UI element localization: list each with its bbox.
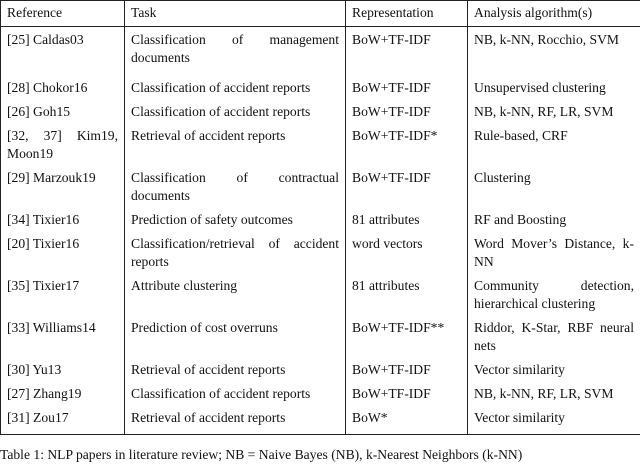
header-task: Task — [125, 1, 346, 27]
cell-reference: [28] Chokor16 — [1, 75, 125, 99]
table-row — [1, 405, 640, 435]
table-row — [1, 381, 640, 405]
cell-representation: word vectors — [346, 231, 468, 273]
table-row — [1, 357, 640, 381]
cell-task: Classification of accident reports — [125, 381, 346, 405]
cell-representation: BoW+TF-IDF — [346, 99, 468, 123]
cell-reference: [33] Williams14 — [1, 315, 125, 357]
cell-algorithm: NB, k-NN, Rocchio, SVM — [468, 27, 640, 75]
cell-task: Classification of accident reports — [125, 99, 346, 123]
table-row — [1, 123, 640, 165]
cell-reference: [30] Yu13 — [1, 357, 125, 381]
table-caption: Table 1: NLP papers in literature review; NB = Naive Bayes (NB), k-Nearest Neighbors (k-NN) — [0, 446, 640, 464]
cell-algorithm: Rule-based, CRF — [468, 123, 640, 165]
cell-representation: BoW+TF-IDF — [346, 357, 468, 381]
cell-representation: BoW+TF-IDF — [346, 27, 468, 75]
cell-algorithm: RF and Boosting — [468, 207, 640, 231]
cell-representation: 81 attributes — [346, 273, 468, 315]
header-row — [1, 1, 640, 27]
cell-representation: 81 attributes — [346, 207, 468, 231]
cell-task: Classification of accident reports — [125, 75, 346, 99]
cell-task: Classification of contractual documents — [125, 165, 346, 207]
cell-reference: [27] Zhang19 — [1, 381, 125, 405]
cell-reference: [20] Tixier16 — [1, 231, 125, 273]
table-row — [1, 273, 640, 315]
cell-task: Retrieval of accident reports — [125, 123, 346, 165]
table-row — [1, 165, 640, 207]
cell-algorithm: NB, k-NN, RF, LR, SVM — [468, 381, 640, 405]
cell-task: Retrieval of accident reports — [125, 405, 346, 435]
cell-algorithm: Community detection, hierarchical clustering — [468, 273, 640, 315]
cell-algorithm: Word Mover’s Distance, k-NN — [468, 231, 640, 273]
header-reference: Reference — [1, 1, 125, 27]
cell-representation: BoW+TF-IDF — [346, 165, 468, 207]
cell-algorithm: Unsupervised clustering — [468, 75, 640, 99]
cell-task: Prediction of cost overruns — [125, 315, 346, 357]
cell-reference: [32, 37] Kim19, Moon19 — [1, 123, 125, 165]
cell-reference: [29] Marzouk19 — [1, 165, 125, 207]
table-row — [1, 231, 640, 273]
cell-representation: BoW+TF-IDF — [346, 75, 468, 99]
header-representation: Representation — [346, 1, 468, 27]
cell-reference: [26] Goh15 — [1, 99, 125, 123]
cell-representation: BoW* — [346, 405, 468, 435]
cell-task: Retrieval of accident reports — [125, 357, 346, 381]
cell-task: Classification of management documents — [125, 27, 346, 75]
cell-task: Prediction of safety outcomes — [125, 207, 346, 231]
cell-algorithm: Clustering — [468, 165, 640, 207]
cell-representation: BoW+TF-IDF — [346, 381, 468, 405]
cell-task: Classification/retrieval of accident reports — [125, 231, 346, 273]
cell-representation: BoW+TF-IDF** — [346, 315, 468, 357]
cell-algorithm: Vector similarity — [468, 357, 640, 381]
cell-reference: [34] Tixier16 — [1, 207, 125, 231]
cell-task: Attribute clustering — [125, 273, 346, 315]
table-row — [1, 315, 640, 357]
cell-algorithm: Vector similarity — [468, 405, 640, 435]
table-row — [1, 99, 640, 123]
table-row — [1, 27, 640, 75]
cell-reference: [35] Tixier17 — [1, 273, 125, 315]
table-row — [1, 207, 640, 231]
cell-reference: [31] Zou17 — [1, 405, 125, 435]
table-header — [1, 1, 640, 27]
cell-representation: BoW+TF-IDF* — [346, 123, 468, 165]
table-body — [1, 27, 640, 435]
table-row — [1, 75, 640, 99]
cell-reference: [25] Caldas03 — [1, 27, 125, 75]
header-analysis-algorithms: Analysis algorithm(s) — [468, 1, 640, 27]
cell-algorithm: NB, k-NN, RF, LR, SVM — [468, 99, 640, 123]
cell-algorithm: Riddor, K-Star, RBF neural nets — [468, 315, 640, 357]
